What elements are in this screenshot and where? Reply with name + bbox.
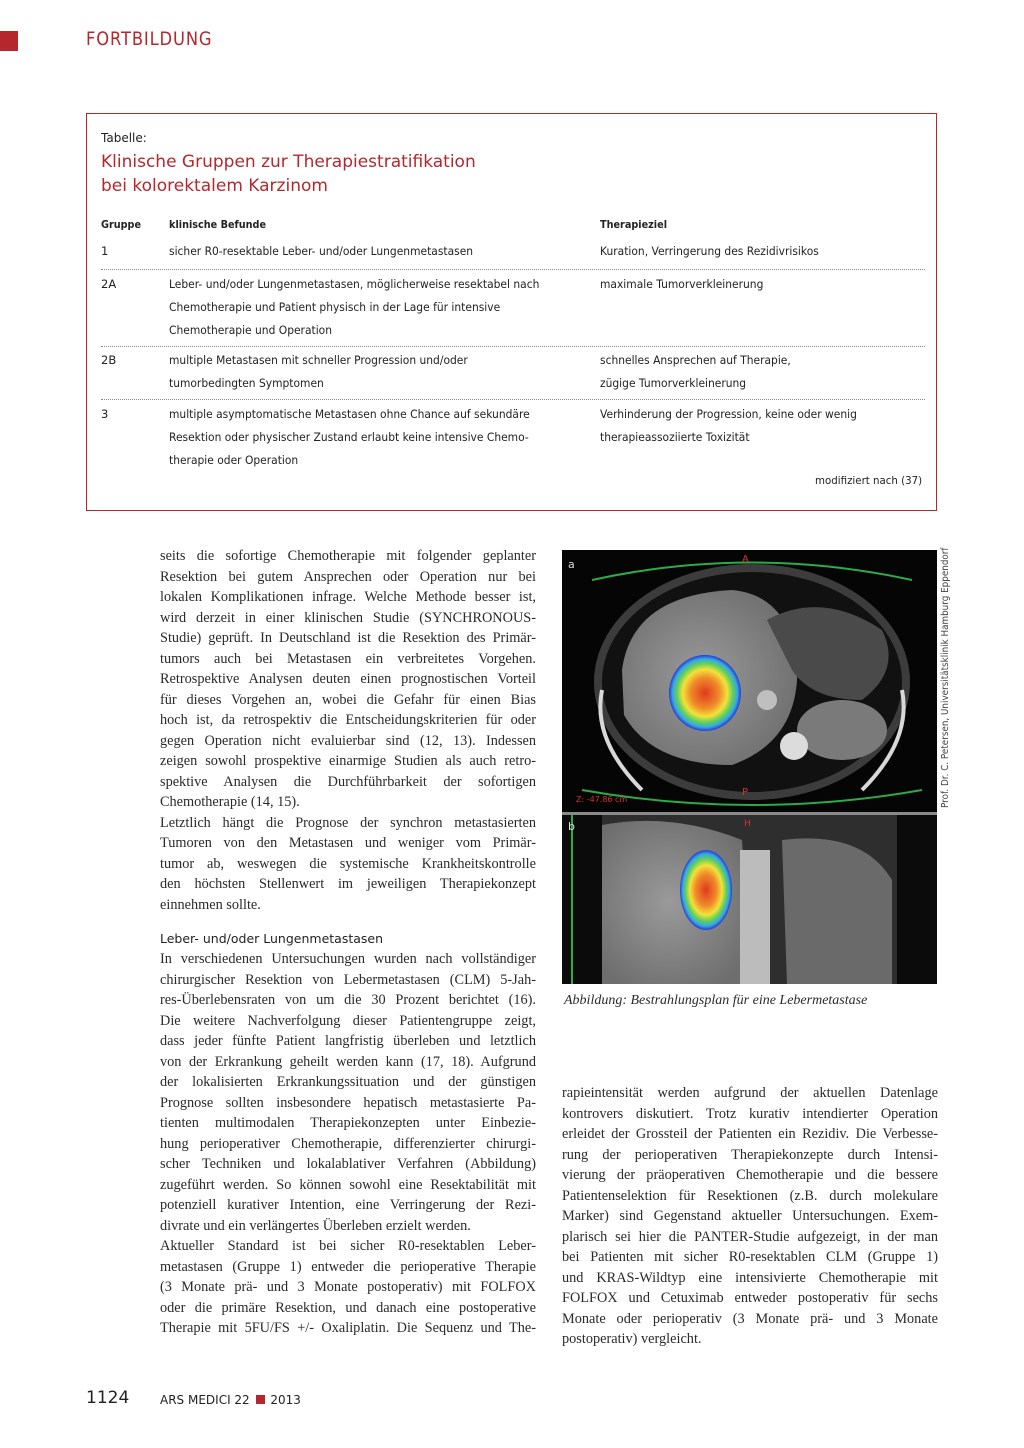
group-cell: 1 xyxy=(101,244,109,258)
text-line: Resektion bei gutem Ansprechen oder Operation nur bei xyxy=(160,568,536,585)
text-line: Patientenselektion für Resektionen (z.B. durch molekulare xyxy=(562,1187,938,1204)
text-line: plarisch sei hier die PANTER-Studie aufgezeigt, in der man xyxy=(562,1228,938,1245)
group-cell: 2A xyxy=(101,277,117,291)
ct-radiation-plan-figure xyxy=(562,550,937,984)
dose-distribution-b xyxy=(680,850,732,930)
text-line: spektive Analysen die Durchführbarkeit der sofortigen xyxy=(160,773,536,790)
panel-a-label: a xyxy=(568,558,575,571)
text-line: Retrospektive Analysen deuten einen prognostischen Vorteil xyxy=(160,671,536,687)
text-line: für dieses Vorgehen an, wobei die Gefahr für einen Bias xyxy=(160,691,536,708)
journal-name: ARS MEDICI 22 xyxy=(160,1393,250,1407)
paragraph xyxy=(160,813,536,916)
table-source-note: modifiziert nach (37) xyxy=(814,474,922,487)
table-title xyxy=(101,150,476,198)
text-line: dass jeder fünfte Patient langfristig überleben und letztlich xyxy=(160,1033,536,1049)
row-divider xyxy=(101,346,925,347)
page-number: 1124 xyxy=(86,1388,130,1408)
article-column-left xyxy=(160,546,536,1339)
spine-coronal xyxy=(740,850,770,984)
spleen xyxy=(797,700,887,760)
dose-distribution-a xyxy=(669,655,741,731)
figure-caption: Abbildung: Bestrahlungsplan für eine Lebermetastase xyxy=(564,993,868,1008)
table-title-line: Klinische Gruppen zur Therapiestratifikation xyxy=(101,152,476,172)
separator-square xyxy=(256,1395,265,1404)
text-line: oder die primäre Resektion, und danach eine postoperative xyxy=(160,1299,536,1316)
z-position-readout: Z: -47.86 cm xyxy=(576,795,628,804)
section-subheading: Leber- und/oder Lungenmetastasen xyxy=(160,931,384,946)
text-line: Monate oder perioperativ (3 Monate prä- und 3 Monate xyxy=(562,1310,938,1327)
section-title: FORTBILDUNG xyxy=(86,28,213,50)
paragraph xyxy=(160,546,536,813)
text-line: zugeführt werden. So können sowohl eine Resektabilität mit xyxy=(160,1176,536,1193)
text-line: seits die sofortige Chemotherapie mit folgender geplanter xyxy=(160,548,536,564)
findings-line: Chemotherapie und Operation xyxy=(169,323,333,337)
findings-line: tumorbedingten Symptomen xyxy=(169,376,324,390)
goal-cell xyxy=(600,273,930,296)
text-line: tumor ab, weswegen die systemische Krankheitskontrolle xyxy=(160,855,536,872)
journal-info xyxy=(160,1393,301,1407)
text-line: Prognose sollten insbesondere hepatisch metastasierte Pa- xyxy=(160,1094,536,1111)
text-line: und KRAS-Wildtyp eine intensivierte Chemotherapie mit xyxy=(562,1269,938,1286)
text-line: In verschiedenen Untersuchungen wurden nach vollständiger xyxy=(160,951,536,967)
text-line: Letztlich hängt die Prognose der synchron metastasierten xyxy=(160,814,536,831)
goal-line: therapieassoziierte Toxizität xyxy=(600,430,750,444)
findings-line: sicher R0-resektable Leber- und/oder Lungenmetastasen xyxy=(169,244,474,258)
findings-line: Chemotherapie und Patient physisch in der Lage für intensive xyxy=(169,300,501,314)
text-line: Die weitere Nachverfolgung dieser Patientengruppe zeigt, xyxy=(160,1012,536,1029)
findings-cell xyxy=(169,403,589,472)
findings-line: therapie oder Operation xyxy=(169,453,299,467)
image-credit: Prof. Dr. C. Petersen, Universitätsklinik Hamburg Eppendorf xyxy=(940,547,951,808)
text-line: potenziell kurativer Intention, eine Verringerung der Rezi- xyxy=(160,1197,536,1213)
text-line: zeigen sowohl prospektive einarmige Studien als auch retro- xyxy=(160,753,536,769)
text-line: vierung der präoperativen Chemotherapie und die bessere xyxy=(562,1167,938,1183)
text-line: rung der perioperativen Therapiekonzepte durch Intensi- xyxy=(562,1146,938,1163)
text-line: erleidet der Grossteil der Patienten ein Rezidiv. Die Verbesse- xyxy=(562,1126,938,1142)
text-line: chirurgischer Resektion von Lebermetastasen (CLM) 5-Jah- xyxy=(160,971,536,988)
findings-cell xyxy=(169,349,589,395)
row-divider xyxy=(101,269,925,270)
aorta xyxy=(757,690,777,710)
goal-line: Verhinderung der Progression, keine oder wenig xyxy=(600,407,857,421)
goal-line: maximale Tumorverkleinerung xyxy=(600,277,764,291)
text-line: wird derzeit in einer klinischen Studie (SYNCHRONOUS- xyxy=(160,609,536,626)
text-line: divrate und ein verlängertes Überleben erzielt werden. xyxy=(160,1217,471,1234)
goal-line: zügige Tumorverkleinerung xyxy=(600,376,747,390)
table-box xyxy=(86,113,937,511)
text-line: metastasen (Gruppe 1) entweder die perioperative Therapie xyxy=(160,1258,536,1275)
table-label: Tabelle: xyxy=(101,131,147,145)
findings-cell xyxy=(169,273,589,342)
findings-line: multiple asymptomatische Metastasen ohne Chance auf sekundäre xyxy=(169,407,530,421)
goal-line: schnelles Ansprechen auf Therapie, xyxy=(600,353,791,367)
text-line: scher Techniken und lokalablativer Verfahren (Abbildung) xyxy=(160,1156,536,1172)
text-line: FOLFOX und Cetuximab entweder postoperativ für sechs xyxy=(562,1290,938,1306)
findings-line: multiple Metastasen mit schneller Progression und/oder xyxy=(169,353,468,367)
text-line: einnehmen sollte. xyxy=(160,896,261,913)
text-line: Studie) geprüft. In Deutschland ist die Resektion des Primär- xyxy=(160,630,536,646)
text-line: gegen Operation nicht evaluierbar sind (12, 13). Indessen xyxy=(160,732,536,749)
text-line: res-Überlebensraten von um die 30 Prozent berichtet (16). xyxy=(160,992,536,1008)
group-cell: 3 xyxy=(101,407,109,421)
text-line: rapieintensität werden aufgrund der aktuellen Datenlage xyxy=(562,1085,938,1101)
column-header-findings: klinische Befunde xyxy=(169,218,267,231)
text-line: den höchsten Stellenwert im jeweiligen Therapiekonzept xyxy=(160,876,536,892)
column-header-goal: Therapieziel xyxy=(600,218,668,231)
text-line: postoperativ) vergleicht. xyxy=(562,1331,702,1347)
text-line: Tumoren von den Metastasen und weniger vom Primär- xyxy=(160,835,536,851)
paragraph xyxy=(160,1236,536,1339)
journal-year: 2013 xyxy=(270,1393,301,1407)
text-line: von der Erkrankung geheilt werden kann (17, 18). Aufgrund xyxy=(160,1053,536,1070)
panel-b-label: b xyxy=(568,820,575,833)
text-line: bei Patienten mit sicher R0-resektablen CLM (Gruppe 1) xyxy=(562,1249,938,1265)
ct-scan-image xyxy=(562,550,937,984)
goal-cell xyxy=(600,240,930,263)
goal-cell xyxy=(600,349,930,395)
text-line: lokalen Komplikationen infrage. Welche Methode besser ist, xyxy=(160,589,536,605)
text-line: tienten multimodalen Therapiekonzepten unter Einbezie- xyxy=(160,1115,536,1131)
text-line: Therapie mit 5FU/FS +/- Oxaliplatin. Die Sequenz und The- xyxy=(160,1320,536,1336)
text-line: der lokalisierten Erkrankungssituation und der günstigen xyxy=(160,1074,536,1090)
table-title-line: bei kolorektalem Karzinom xyxy=(101,176,328,196)
marker-posterior: P xyxy=(742,787,749,798)
spleen-coronal xyxy=(782,838,892,984)
text-line: hoch ist, da retrospektiv die Entscheidungskriterien für oder xyxy=(160,712,536,728)
text-line: Chemotherapie (14, 15). xyxy=(160,794,300,810)
column-header-group: Gruppe xyxy=(101,218,142,231)
text-line: (3 Monate prä- und 3 Monate postoperativ) mit FOLFOX xyxy=(160,1279,536,1295)
vertebra xyxy=(780,732,808,760)
findings-line: Leber- und/oder Lungenmetastasen, möglicherweise resektabel nach xyxy=(169,277,540,291)
findings-line: Resektion oder physischer Zustand erlaubt keine intensive Chemo- xyxy=(169,430,529,444)
marker-head: H xyxy=(744,819,751,829)
text-line: tumors auch bei Metastasen ein verbreitetes Vorgehen. xyxy=(160,650,536,667)
text-line: kontrovers diskutiert. Trotz kurativ intendierter Operation xyxy=(562,1105,938,1122)
article-column-right xyxy=(562,1083,938,1350)
marker-anterior: A xyxy=(742,554,749,565)
panel-divider xyxy=(562,812,937,815)
goal-cell xyxy=(600,403,930,449)
paragraph xyxy=(160,949,536,1236)
text-line: Marker) sind Gegenstand aktueller Untersuchungen. Exem- xyxy=(562,1208,938,1224)
section-marker xyxy=(0,31,18,51)
text-line: hung perioperativer Chemotherapie, differenzierter chirurgi- xyxy=(160,1135,536,1152)
text-line: Aktueller Standard ist bei sicher R0-resektablen Leber- xyxy=(160,1238,536,1254)
row-divider xyxy=(101,399,925,400)
findings-cell xyxy=(169,240,589,263)
group-cell: 2B xyxy=(101,353,117,367)
goal-line: Kuration, Verringerung des Rezidivrisikos xyxy=(600,244,819,258)
